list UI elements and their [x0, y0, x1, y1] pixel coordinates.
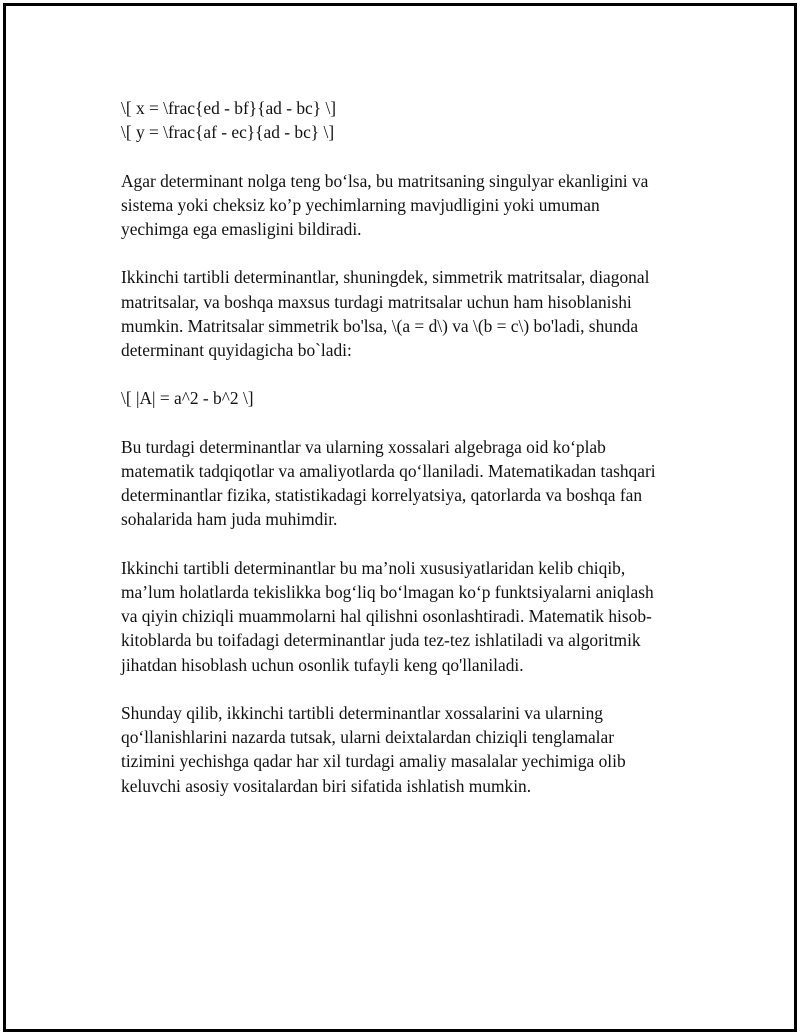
text-line: ma’lum holatlarda tekislikka bog‘liq bo‘lmagan ko‘p funktsiyalarni aniqlash: [121, 581, 654, 602]
text-line: tizimini yechishga qadar har xil turdagi amaliy masalalar yechimiga olib: [121, 751, 626, 772]
text-line: jihatdan hisoblash uchun osonlik tufayli keng qo'llaniladi.: [121, 654, 524, 675]
text-line: keluvchi asosiy vositalardan biri sifatida ishlatish mumkin.: [121, 775, 532, 796]
text-line: determinantlar fizika, statistikadagi korrelyatsiya, qatorlarda va boshqa fan: [121, 485, 643, 506]
page-frame: [3, 3, 797, 1032]
formula-y: \[ y = \frac{af - ec}{ad - bc} \]: [121, 122, 335, 143]
text-line: kitoblarda bu toifadagi determinantlar juda tez-tez ishlatiladi va algoritmik: [121, 630, 641, 651]
paragraph-special-matrices: [121, 265, 701, 362]
text-line: sistema yoki cheksiz ko’p yechimlarning mavjudligini yoki umuman: [121, 194, 600, 215]
text-line: va qiyin chiziqli muammolarni hal qilishni osonlashtiradi. Matematik hisob-: [121, 606, 652, 627]
text-line: Agar determinant nolga teng bo‘lsa, bu matritsaning singulyar ekanligini va: [121, 170, 649, 191]
text-line: determinant quyidagicha bo`ladi:: [121, 340, 352, 360]
text-line: yechimga ega emasligini bildiradi.: [121, 219, 362, 239]
text-line: matritsalar, va boshqa maxsus turdagi matritsalar uchun ham hisoblanishi: [121, 291, 632, 312]
text-line: sohalarida ham juda muhimdir.: [121, 509, 338, 530]
paragraph-singular-determinant: [121, 169, 701, 242]
formula-determinant-symmetric: [121, 386, 701, 410]
formula-block-top: [121, 96, 701, 144]
text-line: qo‘llanishlarini nazarda tutsak, ularni deixtalardan chiziqli tenglamalar: [121, 727, 615, 748]
formula-abs-a: \[ |A| = a^2 - b^2 \]: [121, 388, 254, 409]
text-line: matematik tadqiqotlar va amaliyotlarda qo‘llaniladi. Matematikadan tashqari: [121, 460, 656, 481]
text-line: Bu turdagi determinantlar va ularning xossalari algebraga oid ko‘plab: [121, 436, 606, 457]
paragraph-applications: [121, 435, 701, 532]
paragraph-properties: [121, 556, 701, 677]
paragraph-conclusion: [121, 701, 701, 798]
page-content: [121, 96, 701, 822]
text-line: Ikkinchi tartibli determinantlar bu ma’noli xususiyatlaridan kelib chiqib,: [121, 557, 626, 578]
formula-x: \[ x = \frac{ed - bf}{ad - bc} \]: [121, 98, 337, 118]
text-line: mumkin. Matritsalar simmetrik bo'lsa, \(a = d\) va \(b = c\) bo'ladi, shunda: [121, 315, 639, 336]
text-line: Ikkinchi tartibli determinantlar, shuningdek, simmetrik matritsalar, diagonal: [121, 267, 650, 288]
text-line: Shunday qilib, ikkinchi tartibli determinantlar xossalarini va ularning: [121, 702, 604, 723]
